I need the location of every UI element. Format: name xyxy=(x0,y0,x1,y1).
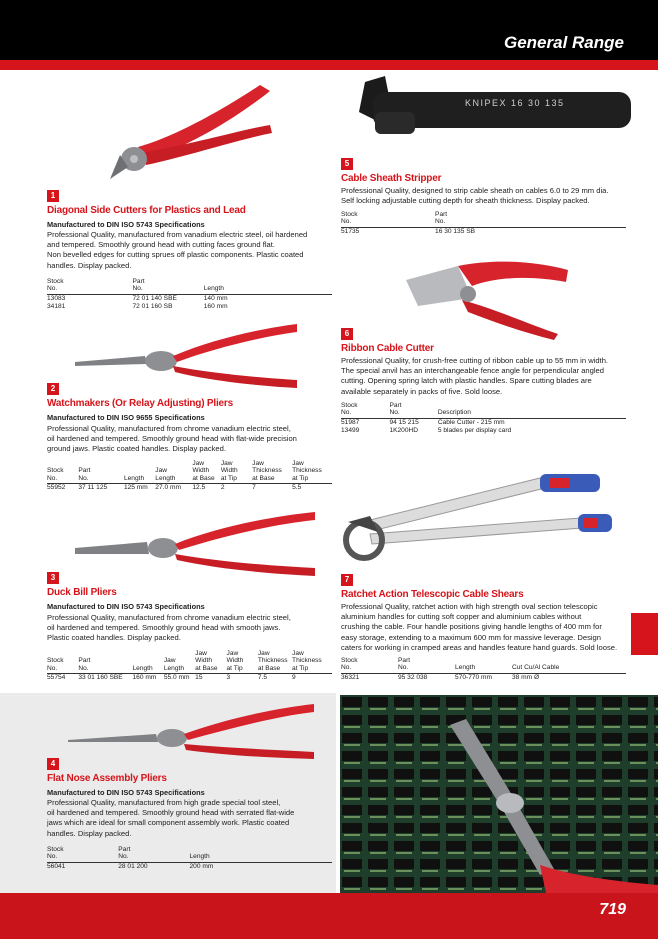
table-header-cell: Length xyxy=(189,853,210,861)
product-description xyxy=(47,424,297,455)
table-row xyxy=(47,302,332,310)
table-cell: 95 32 038 xyxy=(398,674,428,682)
page-number: 719 xyxy=(599,901,626,918)
product-title: Diagonal Side Cutters for Plastics and Lead xyxy=(47,205,246,216)
description-line: oil hardened and tempered. Smoothly ground head with serrated flat-wide xyxy=(47,808,295,818)
table-cell: 3 xyxy=(226,674,231,682)
table-cell: 5 blades per display card xyxy=(437,426,512,434)
description-line: Plastic coated handles. Display packed. xyxy=(47,633,181,643)
product-description xyxy=(47,798,294,839)
table-header-row xyxy=(341,402,626,418)
table-cell: 13499 xyxy=(341,426,360,434)
header-red-stripe xyxy=(0,60,658,70)
description-line: handles. Display packed. xyxy=(47,260,132,270)
table-header-cell: Part No. xyxy=(78,657,91,672)
table-header-cell: Length xyxy=(132,664,153,672)
table-header-cell: Jaw Length xyxy=(163,657,184,672)
table-cell: 72 01 140 SBE xyxy=(132,295,177,303)
table-header-cell: Part No. xyxy=(389,402,402,417)
table-cell: 160 mm xyxy=(132,674,157,682)
product-title: Ratchet Action Telescopic Cable Shears xyxy=(341,589,524,600)
circuit-board-photo xyxy=(340,695,658,893)
table-cell: 160 mm xyxy=(203,302,228,310)
description-line: available separately in packs of five. Sold loose. xyxy=(341,386,503,396)
product-spec: Manufactured to DIN ISO 9655 Specifications xyxy=(47,413,205,422)
table-header-row xyxy=(341,657,626,673)
table-cell: 36321 xyxy=(341,674,360,682)
description-line: Professional Quality, manufactured from chrome vanadium electric steel, xyxy=(47,613,291,622)
product-table xyxy=(47,846,332,870)
table-header-cell: Part No. xyxy=(435,211,448,226)
watchmakers-pliers-image xyxy=(75,318,300,393)
description-line: Non bevelled edges for cutting sprues off plastic components. Plastic coated xyxy=(47,250,304,260)
product-title: Watchmakers (Or Relay Adjusting) Pliers xyxy=(47,398,233,409)
table-header-cell: Jaw Thickness at Base xyxy=(252,460,282,482)
table-cell: 34181 xyxy=(47,302,66,310)
description-line: Professional Quality, manufactured from high grade special tool steel, xyxy=(47,798,281,807)
table-header-cell: Jaw Thickness at Tip xyxy=(292,650,322,672)
product-title: Ribbon Cable Cutter xyxy=(341,343,434,354)
product-number-badge: 4 xyxy=(47,758,59,770)
description-line: Professional Quality, manufactured from chrome vanadium electric steel, xyxy=(47,424,291,433)
table-header-row xyxy=(47,846,332,862)
table-header-cell: Jaw Width at Base xyxy=(192,460,215,482)
table-cell: 200 mm xyxy=(189,863,214,871)
table-cell: 51735 xyxy=(341,228,360,236)
table-header-cell: Length xyxy=(123,474,145,482)
table-header-row xyxy=(341,211,626,227)
table-row xyxy=(47,294,332,302)
table-header-cell: Part No. xyxy=(132,278,145,293)
description-line: handles. Display packed. xyxy=(47,828,132,838)
product-table xyxy=(47,650,332,682)
description-line: cutting. Opening spring latch with plastic handles. Spare cutting blades are xyxy=(341,376,592,386)
description-line: oil hardened and tempered. Smoothly ground head with smooth jaws. xyxy=(47,623,281,633)
section-tab xyxy=(631,613,658,655)
table-cell: 38 mm Ø xyxy=(512,674,540,682)
table-header-cell: Jaw Thickness at Base xyxy=(257,650,288,672)
description-line: ground jaws. Plastic coated handles. Display packed. xyxy=(47,444,226,454)
description-line: oil hardened and tempered. Smoothly ground head with flat-wide precision xyxy=(47,434,297,444)
table-cell: 94 15 215 xyxy=(389,419,419,427)
flat-nose-pliers-image xyxy=(68,700,318,760)
description-line: Professional Quality, ratchet action with high strength oval section telescopic xyxy=(341,602,598,611)
table-header-cell: Jaw Thickness at Tip xyxy=(292,460,322,482)
table-row xyxy=(341,418,626,426)
ribbon-cable-cutter-image xyxy=(398,258,573,340)
table-header-row xyxy=(47,460,332,483)
product-title: Cable Sheath Stripper xyxy=(341,173,442,184)
table-cell: 28 01 200 xyxy=(118,863,148,871)
table-cell: 55754 xyxy=(47,674,66,682)
table-cell: 5.5 xyxy=(292,484,302,492)
description-line: Professional Quality, manufactured from vanadium electric steel, oil hardened xyxy=(47,230,308,239)
table-header-cell: Stock No. xyxy=(341,657,358,672)
description-line: caters for working in cramped areas and handles feature hand guards. Sold loose. xyxy=(341,642,618,652)
table-header-cell: Part No. xyxy=(78,467,91,482)
table-header-row xyxy=(47,278,332,294)
product-table xyxy=(341,657,626,681)
description-line: Professional Quality, designed to strip cable sheath on cables 6.0 to 29 mm dia. xyxy=(341,186,609,195)
product-description xyxy=(341,602,617,653)
table-cell: 56041 xyxy=(47,863,66,871)
table-cell: 72 01 160 SB xyxy=(132,302,173,310)
description-line: The special anvil has an interchangeable fence angle for perpendicular angled xyxy=(341,366,605,376)
table-cell: 13083 xyxy=(47,295,66,303)
table-cell: 51987 xyxy=(341,419,360,427)
table-cell: 9 xyxy=(292,674,296,682)
product-description xyxy=(47,613,291,644)
description-line: jaws which are ideal for small component assembly work. Plastic coated xyxy=(47,818,290,828)
stripper-brand-text: KNIPEX 16 30 135 xyxy=(465,98,565,108)
product-title: Flat Nose Assembly Pliers xyxy=(47,773,167,784)
product-description xyxy=(341,356,608,397)
product-table xyxy=(341,211,626,235)
table-header-cell: Stock No. xyxy=(47,846,64,861)
table-header-cell: Jaw Width at Base xyxy=(195,650,218,672)
circuit-board-illustration xyxy=(340,695,658,893)
table-cell: 55.0 mm xyxy=(163,674,190,682)
table-row xyxy=(47,862,332,870)
duck-bill-pliers-image xyxy=(75,508,320,578)
telescopic-cable-shears-image xyxy=(340,470,620,575)
product-spec: Manufactured to DIN ISO 5743 Specifications xyxy=(47,220,205,229)
product-number-badge: 5 xyxy=(341,158,353,170)
table-header-row xyxy=(47,650,332,673)
product-table xyxy=(47,460,332,492)
description-line: Self locking adjustable cutting depth for sheath thickness. Display packed. xyxy=(341,196,590,206)
product-number-badge: 2 xyxy=(47,383,59,395)
page-footer xyxy=(0,893,658,939)
table-cell: 16 30 135 SB xyxy=(435,228,476,236)
table-header-cell: Cut Cu/Al Cable xyxy=(512,664,560,672)
product-table xyxy=(47,278,332,310)
table-cell: 37 11 125 xyxy=(78,484,108,492)
table-row xyxy=(47,483,332,491)
description-line: Professional Quality, for crush-free cutting of ribbon cable up to 55 mm in width. xyxy=(341,356,609,365)
product-number-badge: 3 xyxy=(47,572,59,584)
table-row xyxy=(341,673,626,681)
page-header xyxy=(0,0,658,70)
cable-sheath-stripper-image xyxy=(345,76,635,156)
diagonal-cutters-image xyxy=(110,75,280,190)
table-header-cell: Stock No. xyxy=(341,402,358,417)
table-header-cell: Stock No. xyxy=(47,657,64,672)
description-line: aluminium handles for cutting soft copper and aluminium cables without xyxy=(341,612,582,622)
table-header-cell: Part No. xyxy=(118,846,131,861)
table-header-cell: Length xyxy=(203,285,224,293)
product-title: Duck Bill Pliers xyxy=(47,587,117,598)
table-cell: 570-770 mm xyxy=(455,674,493,682)
table-cell: 33 01 160 SBE xyxy=(78,674,123,682)
product-spec: Manufactured to DIN ISO 5743 Specifications xyxy=(47,602,205,611)
product-number-badge: 1 xyxy=(47,190,59,202)
product-table xyxy=(341,402,626,434)
table-cell: 7 xyxy=(252,484,256,492)
table-cell: 125 mm xyxy=(123,484,148,492)
table-cell: 27.0 mm xyxy=(155,484,181,492)
description-line: and tempered. Smoothly ground head with cutting faces ground flat. xyxy=(47,240,275,250)
description-line: crushing the cable. Four handle positions giving handle lengths of 400 mm for xyxy=(341,622,602,632)
table-cell: 7.5 xyxy=(257,674,268,682)
table-header-cell: Part No. xyxy=(398,657,411,672)
table-header-cell: Stock No. xyxy=(341,211,358,226)
table-cell: 2 xyxy=(220,484,225,492)
table-header-cell: Jaw Width at Tip xyxy=(226,650,244,672)
table-cell: Cable Cutter - 215 mm xyxy=(437,419,505,427)
table-row xyxy=(341,227,626,235)
product-description xyxy=(47,230,307,271)
product-spec: Manufactured to DIN ISO 5743 Specifications xyxy=(47,788,205,797)
table-cell: 55952 xyxy=(47,484,66,492)
table-cell: 15 xyxy=(195,674,203,682)
table-header-cell: Description xyxy=(437,409,471,417)
product-number-badge: 7 xyxy=(341,574,353,586)
table-row xyxy=(341,426,626,434)
description-line: easy storage, extending to a maximum 600 mm for massive leverage. Design xyxy=(341,632,601,642)
table-header-cell: Jaw Length xyxy=(155,467,176,482)
product-description xyxy=(341,186,608,206)
table-row xyxy=(47,673,332,681)
table-header-cell: Stock No. xyxy=(47,278,64,293)
page-title: General Range xyxy=(504,33,624,52)
table-cell: 140 mm xyxy=(203,295,228,303)
table-cell: 12.5 xyxy=(192,484,206,492)
product-number-badge: 6 xyxy=(341,328,353,340)
table-header-cell: Jaw Width at Tip xyxy=(220,460,238,482)
table-header-cell: Length xyxy=(455,664,476,672)
table-cell: 1K200HD xyxy=(389,426,419,434)
table-header-cell: Stock No. xyxy=(47,467,64,482)
